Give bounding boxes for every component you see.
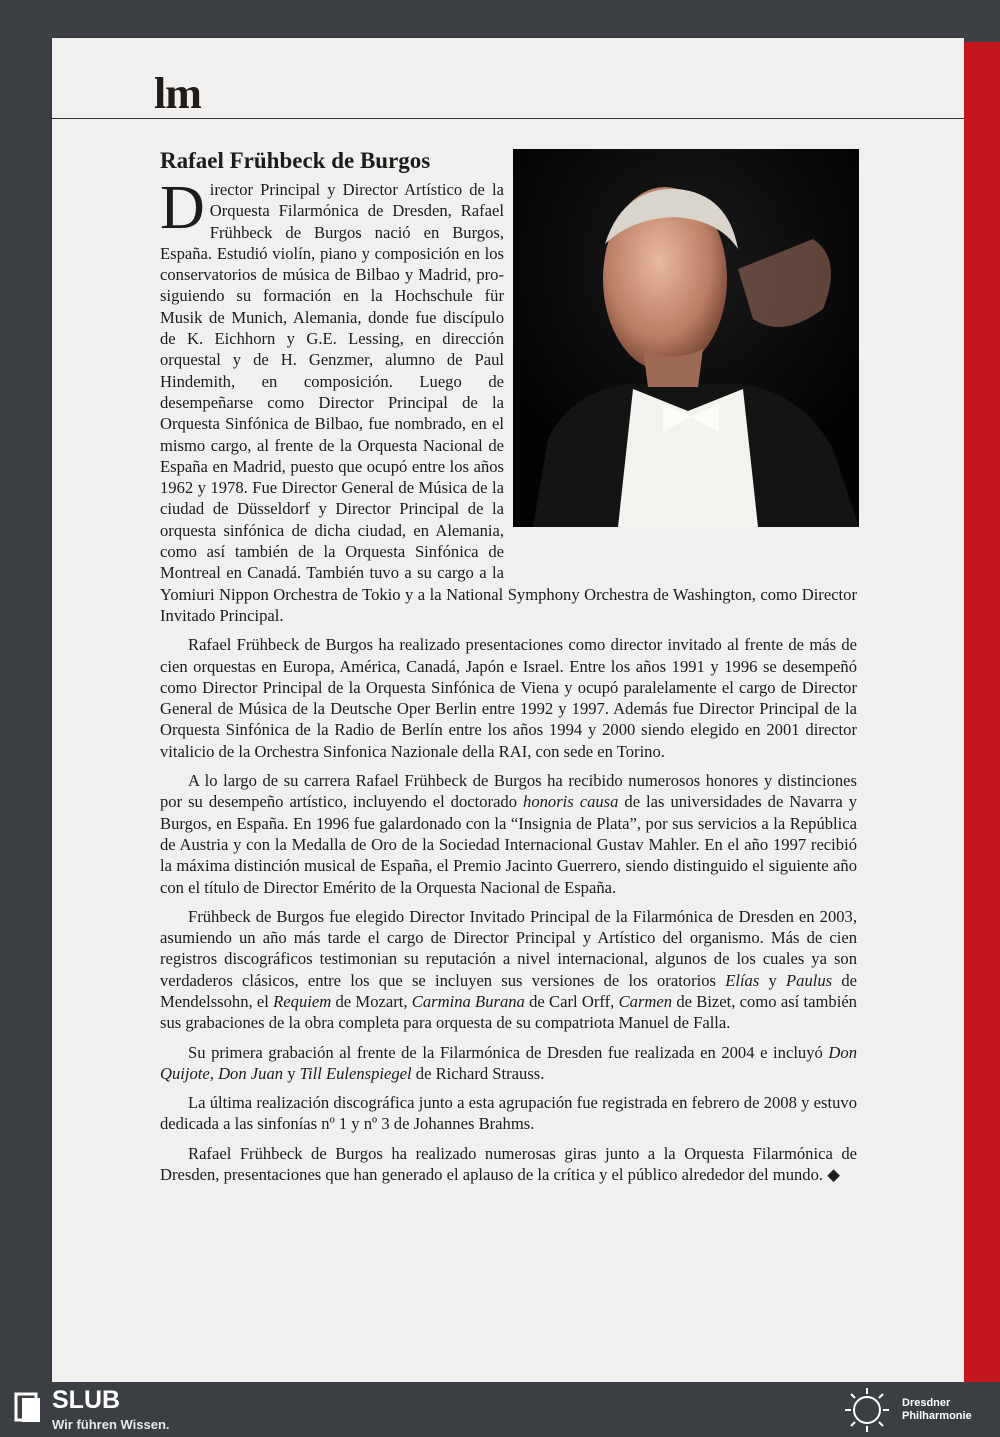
end-mark: ◆	[827, 1165, 840, 1185]
book-icon	[14, 1392, 44, 1424]
slub-logo-text[interactable]: SLUB	[52, 1386, 121, 1414]
slub-tagline: Wir führen Wissen.	[52, 1417, 170, 1432]
article-title: Rafael Frühbeck de Burgos	[160, 148, 431, 173]
paragraph-2: Rafael Frühbeck de Burgos ha realizado presentaciones como director invitado al frente de más de cien orquestas en Europa, América, Canadá, Japón e Israel. Entre los años 1991 y 1996 se desempeñó como Director Principal de la Orquesta Sinfónica de Viena y ocupó paralelamente el cargo de Director General de Música de la Deutsche Oper Berlin entre 1992 y 1997. Además fue Director Principal de la Orquesta Sinfónica de la Radio de Berlín entre los años 1994 y 2000 siendo elegido en 2001 director vitalicio de la Orchestra Sinfonica Nazionale della RAI, con sede en Torino.	[160, 635, 857, 761]
document-page	[52, 38, 964, 1382]
partner-name-line2: Philharmonie	[902, 1410, 972, 1422]
magazine-logo: lm	[154, 69, 201, 118]
paragraph-4: Frühbeck de Burgos fue elegido Director Invitado Principal de la Filarmónica de Dresden en 2003, asumiendo un año más tarde el cargo de Director Principal y Artístico del organismo. Más de cien registros discográficos testimonian su reputación a nivel internacional, algunos de los cuales ya son verdaderos clásicos, entre los que se incluyen sus versiones de los oratorios Elías y Paulus de Mendelssohn, el Requiem de Mozart, Carmina Burana de Carl Orff, Carmen de Bizet, como así también sus grabaciones de la obra completa para orquesta de su compatriota Manuel de Falla.	[160, 906, 858, 1033]
paragraph-6: La última realización discográfica junto a esta agrupación fue registrada en febrero de 2008 y estuvo dedicada a las sinfonías nº 1 y nº 3 de Johannes Brahms.	[160, 1093, 857, 1134]
paragraph-7: Rafael Frühbeck de Burgos ha realizado numerosas giras junto a la Orquesta Filarmónica de Dresden, presentaciones que han generado el aplauso de la crítica y el público alrededor del mundo. ◆	[160, 1143, 857, 1185]
header-rule	[52, 118, 964, 119]
partner-name-line1: Dresdner	[902, 1397, 951, 1409]
paragraph-1: Director Principal y Director Artístico de la Orquesta Filarmónica de Dresden, Rafael Frühbeck de Burgos nació en Burgos, España. Estudió violín, piano y composición en los conservatorios de música de Bilbao y Madrid, prosiguiendo su formación en la Hochschule für Musik de Munich, Alemania, donde fue discípulo de K. Eichhorn y G.E. Lessing, en dirección orquestal y de H. Genzmer, alumno de Paul Hindemith, en composición. Luego de desempeñarse como Director Principal de la Orquesta Sinfónica de Bilbao, fue nombrado, en el mismo cargo, al frente de la Orquesta Nacional de España en Madrid, puesto que ocupó entre los años 1962 y 1978. Fue Director General de Música de la ciudad de Düsseldorf y Director Principal de la orquesta sinfónica de dicha ciudad, en Alemania, como así también de la Orquesta Sinfónica de Montreal en Canadá. También tuvo a su cargo a la Yomiuri Nippon Orchestra de Tokio y a la National Symphony Orchestra de Washington, como Director Invitado Principal.	[160, 174, 857, 625]
philharmonie-emblem-icon	[840, 1386, 894, 1434]
article-body	[160, 174, 858, 1193]
adjacent-page-edge	[964, 42, 1000, 1382]
paragraph-3: A lo largo de su carrera Rafael Frühbeck de Burgos ha recibido numerosos honores y distinciones por su desempeño artístico, incluyendo el doctorado honoris causa de las universidades de Navarra y Burgos, en España. En 1996 fue galardonado con la “Insignia de Plata”, por sus servicios a la República de Austria y con la Medalla de Oro de la Sociedad Internacional Gustav Mahler. En el año 1997 recibió la máxima distinción musical de España, el Premio Jacinto Guerrero, siendo distinguido el siguiente año con el título de Director Emérito de la Orquesta Nacional de España.	[160, 771, 857, 897]
footer-bar	[0, 1382, 1000, 1437]
paragraph-5: Su primera grabación al frente de la Filarmónica de Dresden fue realizada en 2004 e incluyó Don Quijote, Don Juan y Till Eulenspiegel de Richard Strauss.	[160, 1042, 857, 1083]
drop-cap: D	[160, 174, 205, 242]
photo-space	[504, 179, 857, 569]
